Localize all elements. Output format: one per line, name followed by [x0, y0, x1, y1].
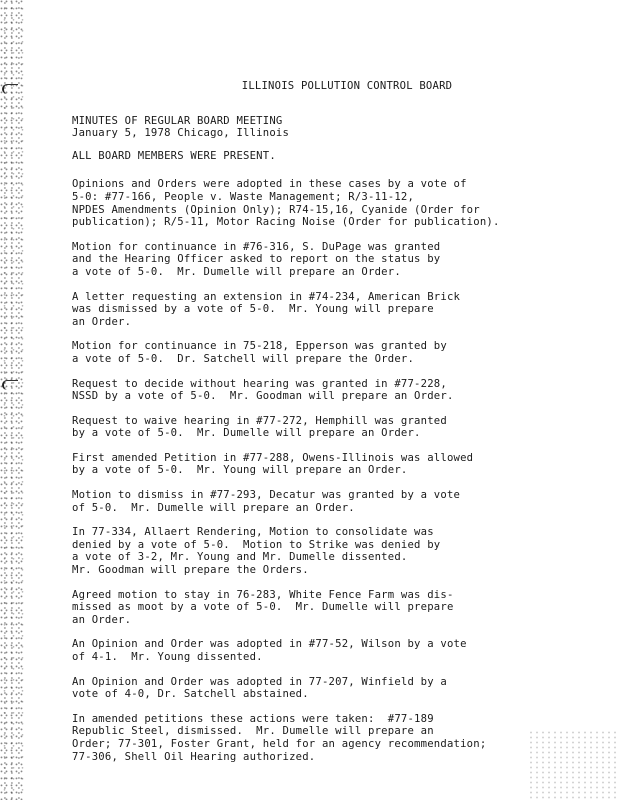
- paragraph-line: An Opinion and Order was adopted in 77-207, Winfield by a: [72, 675, 447, 688]
- paragraph-line: an Order.: [72, 613, 132, 626]
- paragraph-line: Mr. Goodman will prepare the Orders.: [72, 564, 309, 577]
- document-page: [72, 80, 592, 775]
- paragraph-line: of 4-1. Mr. Young dissented.: [72, 651, 263, 663]
- meeting-header-line: MINUTES OF REGULAR BOARD MEETING: [72, 114, 283, 127]
- paragraph-line: missed as moot by a vote of 5-0. Mr. Dumelle will prepare: [72, 601, 454, 614]
- paragraph-line: An Opinion and Order was adopted in #77-52, Wilson by a vote: [72, 638, 467, 651]
- paragraph-line: Opinions and Orders were adopted in these cases by a vote of: [72, 178, 467, 191]
- meeting-date-line: January 5, 1978 Chicago, Illinois: [72, 127, 290, 140]
- minutes-paragraph: [72, 489, 592, 514]
- minutes-paragraph: [72, 241, 592, 279]
- paragraph-line: 77-306, Shell Oil Hearing authorized.: [72, 750, 316, 763]
- minutes-paragraph: [72, 415, 592, 440]
- paragraph-line: In amended petitions these actions were taken: #77-189: [72, 712, 434, 725]
- paragraph-line: an Order.: [72, 315, 132, 328]
- minutes-body: [72, 178, 592, 763]
- minutes-paragraph: [72, 676, 592, 701]
- scan-binding-mark: [2, 84, 18, 94]
- attendance-line: ALL BOARD MEMBERS WERE PRESENT.: [72, 149, 276, 162]
- minutes-paragraph: [72, 526, 592, 576]
- paragraph-line: A letter requesting an extension in #74-234, American Brick: [72, 290, 461, 303]
- paragraph-line: of 5-0. Mr. Dumelle will prepare an Order.: [72, 501, 355, 514]
- paragraph-line: Request to waive hearing in #77-272, Hemphill was granted: [72, 414, 447, 427]
- paragraph-line: NSSD by a vote of 5-0. Mr. Goodman will prepare an Order.: [72, 390, 454, 403]
- minutes-paragraph: [72, 638, 592, 663]
- paragraph-line: Order; 77-301, Foster Grant, held for an agency recommendation;: [72, 737, 487, 750]
- paragraph-line: by a vote of 5-0. Mr. Dumelle will prepare an Order.: [72, 427, 421, 440]
- paragraph-line: Motion to dismiss in #77-293, Decatur was granted by a vote: [72, 489, 461, 502]
- minutes-paragraph: [72, 378, 592, 403]
- paragraph-line: Motion for continuance in #76-316, S. DuPage was granted: [72, 240, 441, 253]
- paragraph-line: 5-0: #77-166, People v. Waste Management; R/3-11-12,: [72, 190, 415, 203]
- document-title: ILLINOIS POLLUTION CONTROL BOARD: [241, 80, 453, 92]
- paragraph-line: a vote of 5-0. Mr. Dumelle will prepare an Order.: [72, 265, 401, 278]
- meeting-header: [72, 115, 592, 140]
- scan-left-edge-noise: [0, 0, 24, 800]
- minutes-paragraph: [72, 713, 592, 763]
- paragraph-line: Agreed motion to stay in 76-283, White Fence Farm was dis-: [72, 588, 454, 601]
- paragraph-line: Request to decide without hearing was granted in #77-228,: [72, 377, 447, 390]
- paragraph-line: denied by a vote of 5-0. Motion to Strike was denied by: [72, 538, 441, 551]
- paragraph-line: First amended Petition in #77-288, Owens-Illinois was allowed: [72, 451, 474, 464]
- paragraph-line: vote of 4-0, Dr. Satchell abstained.: [72, 688, 309, 701]
- paragraph-line: was dismissed by a vote of 5-0. Mr. Young will prepare: [72, 303, 434, 316]
- paragraph-line: Republic Steel, dismissed. Mr. Dumelle will prepare an: [72, 725, 434, 738]
- paragraph-line: by a vote of 5-0. Mr. Young will prepare an Order.: [72, 464, 408, 477]
- paragraph-line: a vote of 5-0. Dr. Satchell will prepare the Order.: [72, 352, 415, 365]
- paragraph-line: In 77-334, Allaert Rendering, Motion to consolidate was: [72, 526, 434, 539]
- paragraph-line: a vote of 3-2, Mr. Young and Mr. Dumelle dissented.: [72, 551, 408, 564]
- minutes-paragraph: [72, 291, 592, 329]
- minutes-paragraph: [72, 178, 592, 228]
- minutes-paragraph: [72, 452, 592, 477]
- paragraph-line: publication); R/5-11, Motor Racing Noise (Order for publication).: [72, 216, 500, 229]
- minutes-paragraph: [72, 340, 592, 365]
- scan-binding-mark: [2, 380, 18, 390]
- minutes-paragraph: [72, 589, 592, 627]
- paragraph-line: Motion for continuance in 75-218, Epperson was granted by: [72, 340, 447, 353]
- paragraph-line: NPDES Amendments (Opinion Only); R74-15,16, Cyanide (Order for: [72, 203, 480, 216]
- paragraph-line: and the Hearing Officer asked to report on the status by: [72, 253, 441, 266]
